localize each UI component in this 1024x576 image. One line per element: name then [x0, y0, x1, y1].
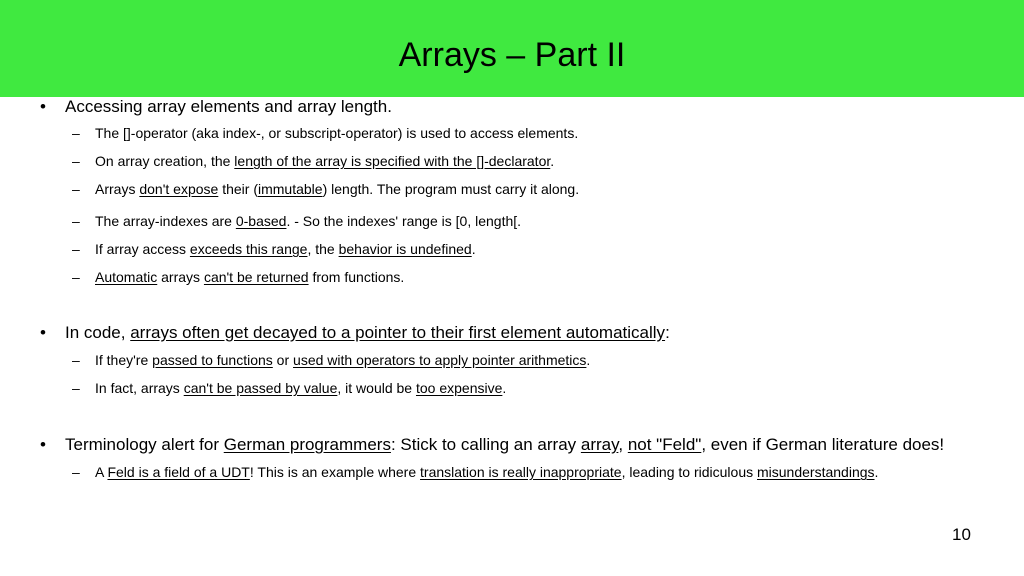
sub-bullet-dash: – [72, 213, 80, 229]
sub-bullet-text: Arrays don't expose their (immutable) length. The program must carry it along. [95, 181, 580, 197]
sub-bullet-text: Automatic arrays can't be returned from functions. [95, 269, 405, 285]
page-number: 10 [952, 525, 971, 544]
bullet-text: In code, arrays often get decayed to a pointer to their first element automatically: [65, 323, 670, 342]
slide-title: Arrays – Part II [398, 36, 626, 74]
sub-bullet-dash: – [72, 269, 80, 285]
sub-bullet-dash: – [72, 241, 80, 257]
bullet-dot: • [40, 435, 46, 454]
bullet-text: Accessing array elements and array length. [65, 97, 392, 116]
sub-bullet-dash: – [72, 352, 80, 368]
sub-bullet-text: If they're passed to functions or used with operators to apply pointer arithmetics. [95, 352, 591, 368]
title-bar [0, 0, 1024, 97]
sub-bullet-dash: – [72, 181, 80, 197]
bullet-dot: • [40, 97, 46, 116]
sub-bullet-text: A Feld is a field of a UDT! This is an example where translation is really inappropriate, leading to ridiculous misunderstandings. [95, 464, 879, 480]
sub-bullet-dash: – [72, 464, 80, 480]
bullet-dot: • [40, 323, 46, 342]
sub-bullet-dash: – [72, 153, 80, 169]
bullet-text: Terminology alert for German programmers: Stick to calling an array array, not "Feld", even if German literature does! [65, 435, 945, 454]
sub-bullet-text: The []-operator (aka index-, or subscript-operator) is used to access elements. [95, 125, 579, 141]
sub-bullet-dash: – [72, 125, 80, 141]
sub-bullet-text: In fact, arrays can't be passed by value, it would be too expensive. [95, 380, 507, 396]
sub-bullet-text: The array-indexes are 0-based. - So the indexes' range is [0, length[. [95, 213, 522, 229]
sub-bullet-dash: – [72, 380, 80, 396]
sub-bullet-text: If array access exceeds this range, the behavior is undefined. [95, 241, 476, 257]
sub-bullet-text: On array creation, the length of the array is specified with the []-declarator. [95, 153, 555, 169]
